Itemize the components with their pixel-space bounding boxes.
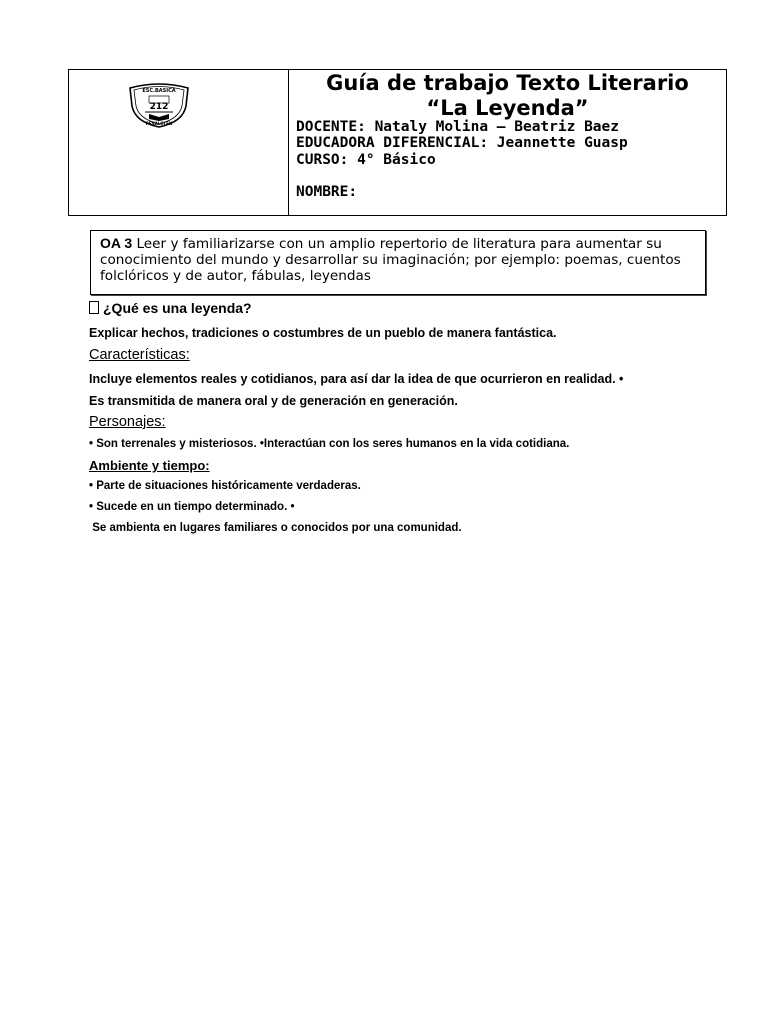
characteristic-item: Incluye elementos reales y cotidianos, para así dar la idea de que ocurrieron en realidad. •: [89, 372, 624, 386]
logo-number: 212: [149, 102, 169, 112]
nombre-field-label: NOMBRE:: [296, 184, 358, 200]
curso-line: CURSO: 4° Básico: [296, 152, 436, 168]
header-table: [68, 69, 727, 216]
school-crest-icon: [127, 78, 191, 130]
setting-item: • Sucede en un tiempo determinado. •: [89, 501, 295, 513]
question-text: ¿Qué es una leyenda?: [103, 300, 252, 316]
checkbox-glyph-icon: [89, 301, 99, 314]
question-heading: [89, 300, 252, 316]
docente-line: DOCENTE: Nataly Molina – Beatriz Baez: [296, 119, 620, 135]
objective-box: [90, 230, 706, 295]
setting-heading: Ambiente y tiempo:: [89, 458, 210, 473]
characteristic-item: Es transmitida de manera oral y de generación en generación.: [89, 394, 458, 408]
header-info-cell: [289, 70, 726, 215]
characters-text: • Son terrenales y misteriosos. •Interactúan con los seres humanos en la vida cotidiana.: [89, 438, 570, 450]
logo-cell: [69, 70, 289, 215]
characteristics-heading: Características:: [89, 347, 190, 363]
setting-item: Se ambienta en lugares familiares o conocidos por una comunidad.: [89, 522, 462, 534]
setting-item: • Parte de situaciones históricamente verdaderas.: [89, 480, 361, 492]
definition-text: Explicar hechos, tradiciones o costumbres de un pueblo de manera fantástica.: [89, 326, 557, 340]
educadora-line: EDUCADORA DIFERENCIAL: Jeannette Guasp: [296, 135, 628, 151]
page-subtitle: “La Leyenda”: [426, 96, 589, 120]
objective-text: Leer y familiarizarse con un amplio repertorio de literatura para aumentar su conocimiento del mundo y desarrollar su imaginación; por ejemplo: poemas, cuentos folclóricos y de autor, fábulas, leyendas: [100, 236, 681, 284]
objective-code: OA 3: [100, 235, 133, 251]
characters-heading: Personajes:: [89, 414, 166, 430]
svg-text:PEÑALOLÉN: PEÑALOLÉN: [145, 121, 173, 126]
svg-text:ESC.BASICA: ESC.BASICA: [142, 88, 176, 94]
page-title: Guía de trabajo Texto Literario: [326, 71, 689, 95]
